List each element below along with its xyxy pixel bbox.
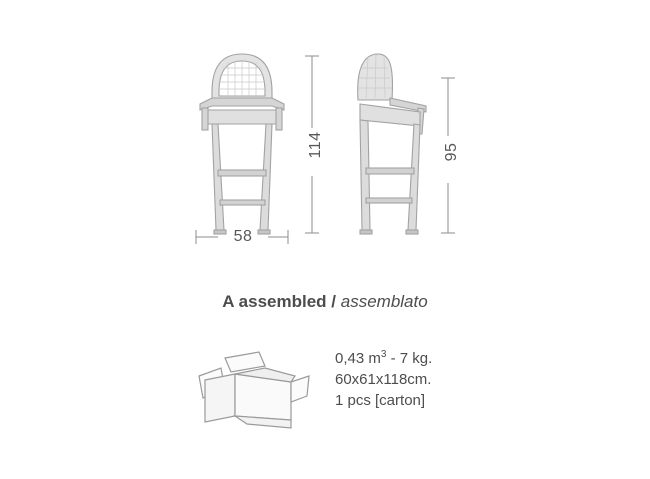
assembled-label-en: A assembled xyxy=(222,292,327,311)
carton-dimensions: 60x61x118cm. xyxy=(335,371,432,388)
dimension-label-height-side: 95 xyxy=(443,142,460,162)
technical-drawing xyxy=(0,18,650,268)
carton-volume-exponent: 3 xyxy=(380,349,387,360)
carton-volume-value: 0,43 m xyxy=(335,350,381,367)
assembled-caption xyxy=(0,292,650,312)
caption-separator: / xyxy=(331,292,337,311)
carton-info xyxy=(195,342,465,442)
dimension-lines xyxy=(0,18,650,268)
dimension-label-height-front: 114 xyxy=(307,131,324,159)
carton-volume-weight xyxy=(335,344,432,369)
carton-weight: - 7 kg. xyxy=(386,350,433,367)
open-box-icon xyxy=(195,350,315,430)
assembled-label-it: assemblato xyxy=(340,292,428,311)
dimension-label-width-front: 58 xyxy=(233,228,253,245)
carton-text-block xyxy=(335,344,432,411)
carton-quantity: 1 pcs [carton] xyxy=(335,392,426,409)
